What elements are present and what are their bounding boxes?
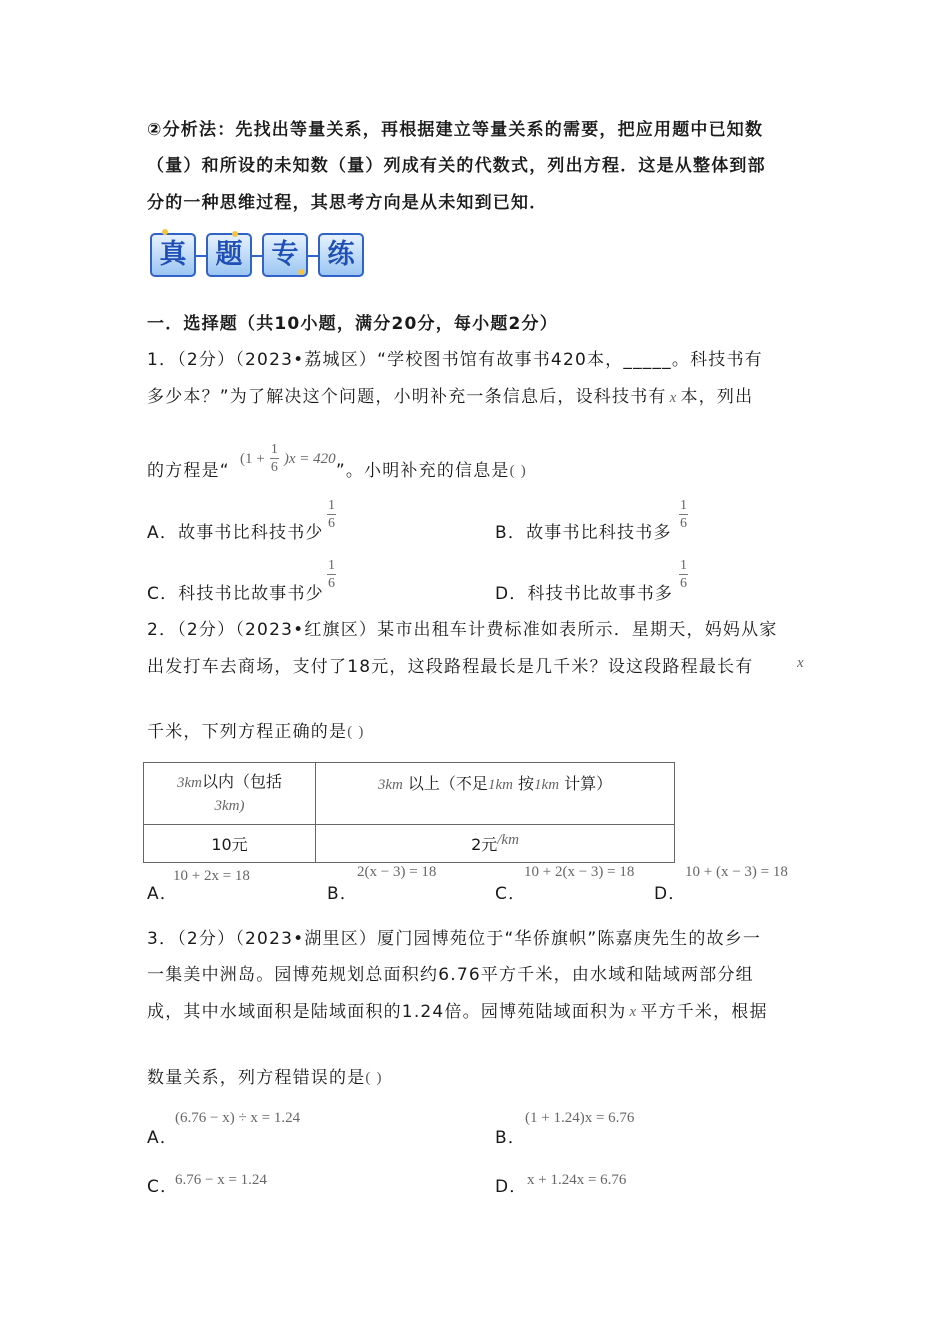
q2-option-a-eq: 10 + 2x = 18 [173, 868, 250, 884]
q2-option-b[interactable]: B． [327, 884, 359, 904]
q1-line-3: 的方程是“ ”。小明补充的信息是( ) [147, 461, 527, 481]
q1-option-c[interactable]: C．科技书比故事书少 [147, 584, 324, 604]
q3-line-1: 3．（2分）（2023•湖里区）厦门园博苑位于“华侨旗帜”陈嘉庚先生的故乡一 [147, 929, 762, 949]
q2-option-d[interactable]: D． [654, 884, 687, 904]
sparkle-icon [298, 269, 304, 275]
q1-option-b[interactable]: B．故事书比科技书多 [495, 523, 672, 543]
fare-table-header-2: 3km 以上（不足1km 按1km 计算） [316, 763, 675, 825]
sparkle-icon [232, 231, 238, 237]
q2-var: x [797, 655, 804, 671]
intro-line-1: ②分析法：先找出等量关系，再根据建立等量关系的需要，把应用题中已知数 [147, 120, 764, 140]
q2-line-1: 2．（2分）（2023•红旗区）某市出租车计费标准如表所示．星期天，妈妈从家 [147, 620, 778, 640]
q3-option-b-eq: (1 + 1.24)x = 6.76 [525, 1110, 635, 1126]
section-title: 一．选择题（共10小题，满分20分，每小题2分） [147, 314, 558, 334]
banner-char-2: 题 [206, 233, 252, 277]
q2-option-b-eq: 2(x − 3) = 18 [357, 864, 437, 880]
q2-option-d-eq: 10 + (x − 3) = 18 [685, 864, 788, 880]
q1-equation: (1 + $\frac{1}{6}$ )x = 420 [240, 442, 336, 475]
q1-option-a[interactable]: A．故事书比科技书少 [147, 523, 324, 543]
banner-char-3: 专 [262, 233, 308, 277]
q2-option-a[interactable]: A． [147, 884, 179, 904]
banner-char-1: 真 [150, 233, 196, 277]
fare-table [143, 762, 675, 863]
q2-line-3: 千米，下列方程正确的是( ) [147, 722, 365, 742]
q3-option-c[interactable]: C． [147, 1177, 179, 1197]
fare-table-cell-base: 10元 [144, 825, 316, 863]
q3-line-4: 数量关系，列方程错误的是( ) [147, 1068, 383, 1088]
q3-option-c-eq: 6.76 − x = 1.24 [175, 1172, 267, 1188]
sparkle-icon [162, 229, 168, 235]
q1-option-c-fraction: 1 6 [328, 558, 335, 591]
intro-line-2: （量）和所设的未知数（量）列成有关的代数式，列出方程．这是从整体到部 [147, 156, 766, 176]
banner-char-4: 练 [318, 233, 364, 277]
q1-line-1: 1．（2分）（2023•荔城区）“学校图书馆有故事书420本，_____。科技书有 [147, 350, 763, 370]
q3-line-2: 一集美中洲岛。园博苑规划总面积约6.76平方千米，由水域和陆域两部分组 [147, 965, 754, 985]
q3-line-3: 成，其中水域面积是陆域面积的1.24倍。园博苑陆域面积为 x 平方千米，根据 [147, 1002, 768, 1022]
q3-option-d[interactable]: D． [495, 1177, 528, 1197]
q1-option-d-fraction: 1 6 [680, 558, 687, 591]
fare-table-cell-extra: 2元/km [316, 825, 675, 863]
practice-banner [148, 229, 370, 281]
q2-line-2: 出发打车去商场，支付了18元，这段路程最长是几千米？设这段路程最长有 [147, 657, 754, 677]
q1-option-b-fraction: 1 6 [680, 498, 687, 531]
fare-table-header-1: 3km以内（包括 3km) [144, 763, 316, 825]
q3-option-d-eq: x + 1.24x = 6.76 [527, 1172, 627, 1188]
q3-option-a-eq: (6.76 − x) ÷ x = 1.24 [175, 1110, 301, 1126]
q1-line-2: 多少本？”为了解决这个问题，小明补充一条信息后，设科技书有 x 本，列出 [147, 387, 754, 407]
q2-option-c-eq: 10 + 2(x − 3) = 18 [524, 864, 635, 880]
q3-option-b[interactable]: B． [495, 1128, 527, 1148]
q3-option-a[interactable]: A． [147, 1128, 179, 1148]
intro-line-3: 分的一种思维过程，其思考方向是从未知到已知． [147, 193, 548, 213]
q1-option-a-fraction: 1 6 [328, 498, 335, 531]
q1-option-d[interactable]: D．科技书比故事书多 [495, 584, 674, 604]
q2-option-c[interactable]: C． [495, 884, 527, 904]
